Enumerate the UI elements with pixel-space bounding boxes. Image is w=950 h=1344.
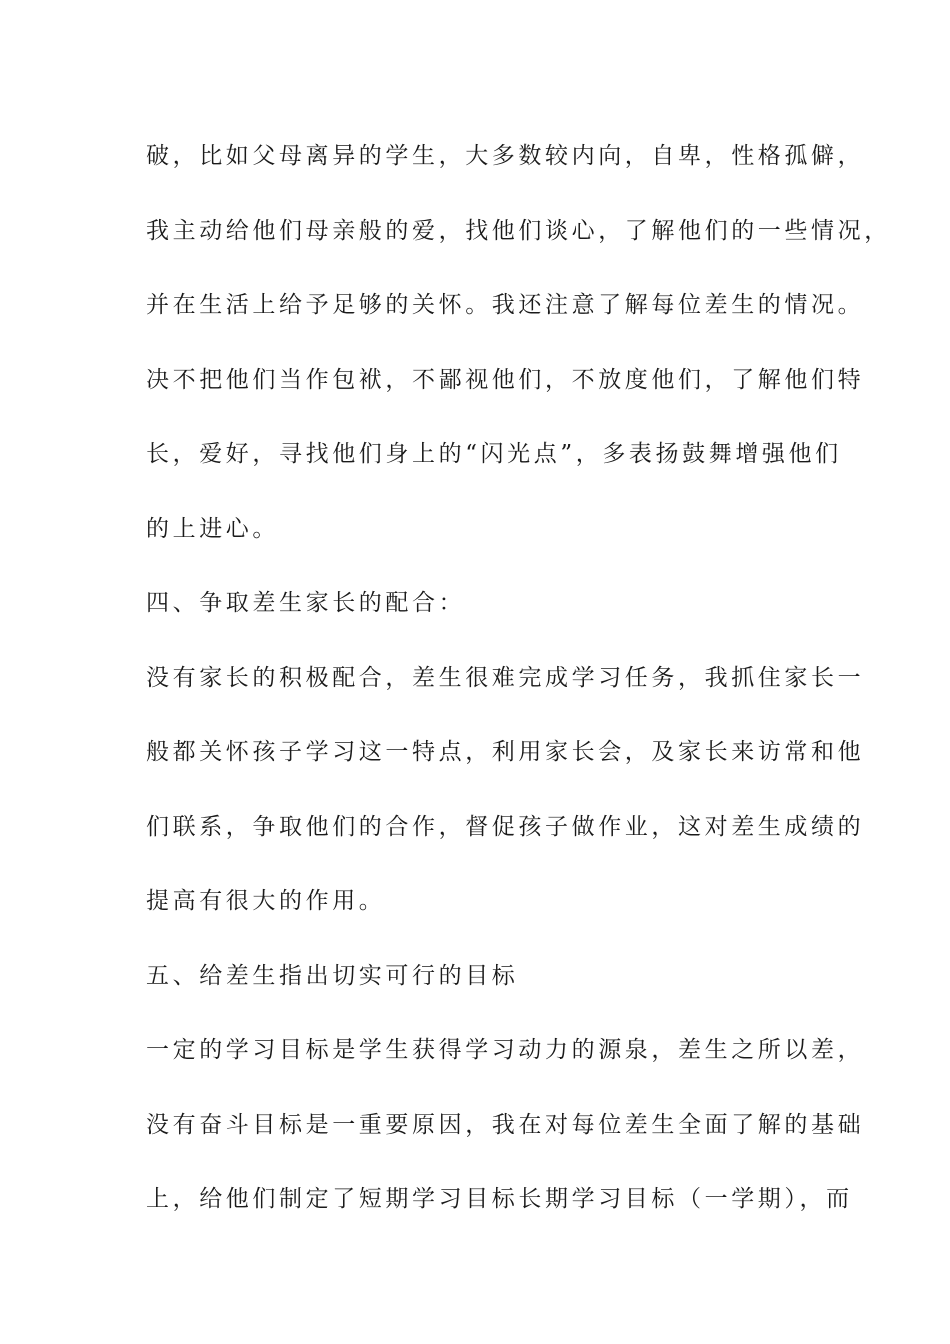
- body-line: 我主动给他们母亲般的爱，找他们谈心，了解他们的一些情况，: [146, 217, 891, 244]
- body-line: 决不把他们当作包袱，不鄙视他们，不放度他们，了解他们特: [146, 366, 865, 393]
- body-line: 们联系，争取他们的合作，督促孩子做作业，这对差生成绩的: [146, 813, 865, 840]
- body-line: 没有奋斗目标是一重要原因，我在对每位差生全面了解的基础: [146, 1111, 865, 1138]
- body-line: 一定的学习目标是学生获得学习动力的源泉，差生之所以差，: [146, 1037, 865, 1063]
- body-line: 般都关怀孩子学习这一特点，利用家长会，及家长来访常和他: [146, 739, 865, 765]
- body-line: 提高有很大的作用。: [146, 888, 386, 914]
- body-line: 上，给他们制定了短期学习目标长期学习目标（一学期），而: [146, 1186, 853, 1212]
- section-heading: 四、争取差生家长的配合：: [146, 590, 466, 616]
- document-body: [146, 132, 891, 1250]
- section-heading: 五、给差生指出切实可行的目标: [146, 962, 519, 989]
- body-line: 的上进心。: [146, 515, 279, 542]
- body-line: 破，比如父母离异的学生，大多数较内向，自卑，性格孤僻，: [146, 143, 865, 169]
- body-line: 没有家长的积极配合，差生很难完成学习任务，我抓住家长一: [146, 664, 865, 691]
- body-line: 并在生活上给予足够的关怀。我还注意了解每位差生的情况。: [146, 292, 865, 318]
- body-line: 长，爱好，寻找他们身上的“闪光点”，多表扬鼓舞增强他们: [146, 441, 842, 467]
